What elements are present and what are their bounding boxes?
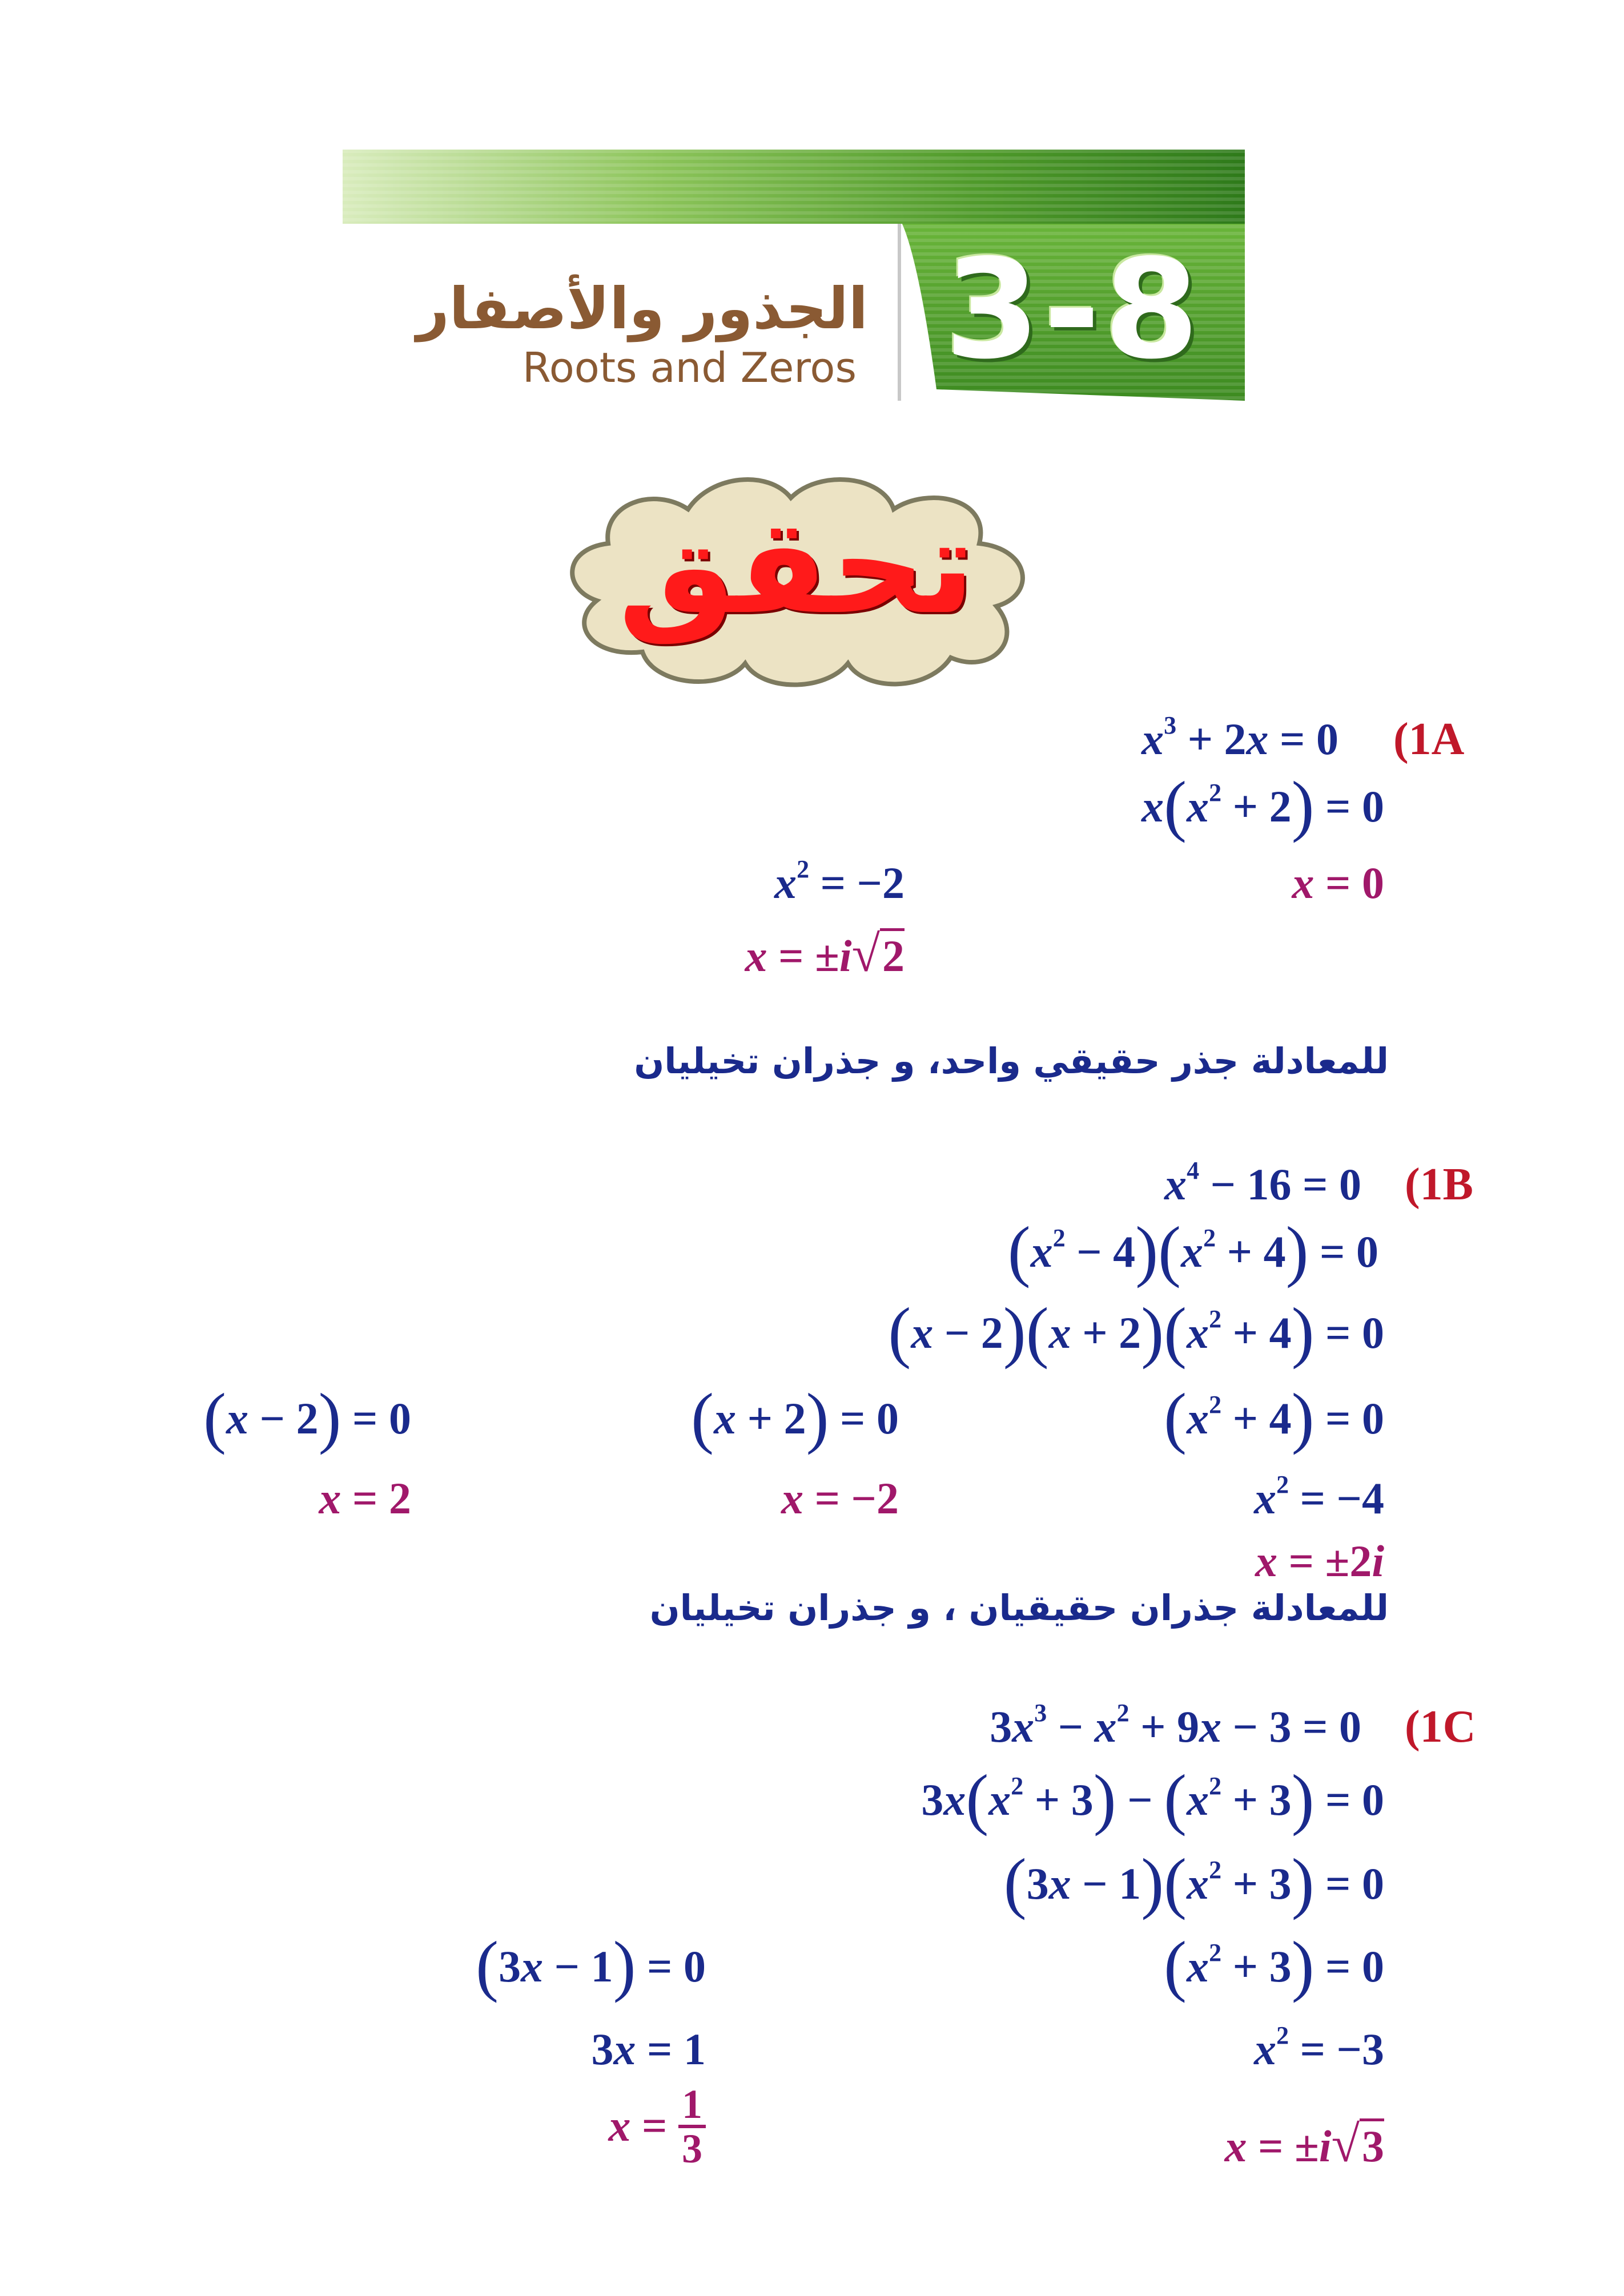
eq-1b-col2-a: (x + 2) = 0 (691, 1379, 899, 1455)
eq-1a-right: x = 0 (1292, 858, 1384, 908)
eq-1b-col1-b: $x^2 = -4$ (1254, 1471, 1384, 1523)
eq-1c-col1-b: $x^2 = -3$ (1254, 2021, 1384, 2074)
eq-1b-col3-b: x = 2 (319, 1473, 411, 1523)
eq-1b-line3: $(x - 2)(x + 2)(x^2 + 4) = 0$ (888, 1294, 1384, 1369)
eq-1a-line2: $x(x^2 + 2) = 0$ (1141, 767, 1384, 843)
eq-1c-line3: $(3x - 1)(x^2 + 3) = 0$ (1003, 1844, 1384, 1920)
eq-1b-col1-c: x = ±2i (1255, 1536, 1384, 1586)
eq-1b-col3-a: (x − 2) = 0 (203, 1379, 411, 1455)
eq-1a-line1: $x^3 + 2x = 0$ (1141, 711, 1338, 764)
conclusion-1b: للمعادلة جذران حقيقيان ، و جذران تخيليان (649, 1587, 1389, 1629)
eq-1b-col2-b: x = −2 (781, 1473, 899, 1523)
eq-1c-col2-b: 3x = 1 (591, 2024, 706, 2074)
eq-1c-line1: $3x^3 - x^2 + 9x - 3 = 0$ (990, 1699, 1361, 1751)
lesson-title-ar: الجذور والأصفار (416, 275, 868, 342)
lesson-banner (343, 150, 1245, 401)
eq-1c-col1-c: x = ±i√3 (1224, 2116, 1384, 2173)
eq-1c-col1-a: $(x^2 + 3) = 0$ (1164, 1927, 1384, 2003)
eq-1c-line2: $3x(x^2 + 3) - (x^2 + 3) = 0$ (921, 1761, 1384, 1836)
conclusion-1a: للمعادلة جذر حقيقي واحد، و جذران تخيليان (634, 1040, 1389, 1082)
eq-1a-left2: x = ±i√2 (745, 926, 905, 982)
lesson-number: 3-8 (944, 229, 1203, 389)
problem-1c-label: (1C (1405, 1702, 1476, 1752)
eq-1b-col1-a: $(x^2 + 4) = 0$ (1164, 1379, 1384, 1455)
lesson-title-en: Roots and Zeros (522, 344, 857, 392)
problem-1a-label: (1A (1393, 714, 1465, 764)
problem-1b-label: (1B (1405, 1159, 1473, 1210)
check-heading: تحقق (618, 491, 975, 643)
eq-1a-left1: $x^2 = -2$ (774, 855, 905, 908)
eq-1b-line1: $x^4 - 16 = 0$ (1164, 1157, 1361, 1209)
eq-1c-col2-a: (3x − 1) = 0 (476, 1927, 706, 2003)
eq-1b-line2: $(x^2 - 4)(x^2 + 4) = 0$ (1007, 1213, 1378, 1288)
eq-1c-col2-c: x = $\frac{1}{3}$ (609, 2084, 706, 2169)
